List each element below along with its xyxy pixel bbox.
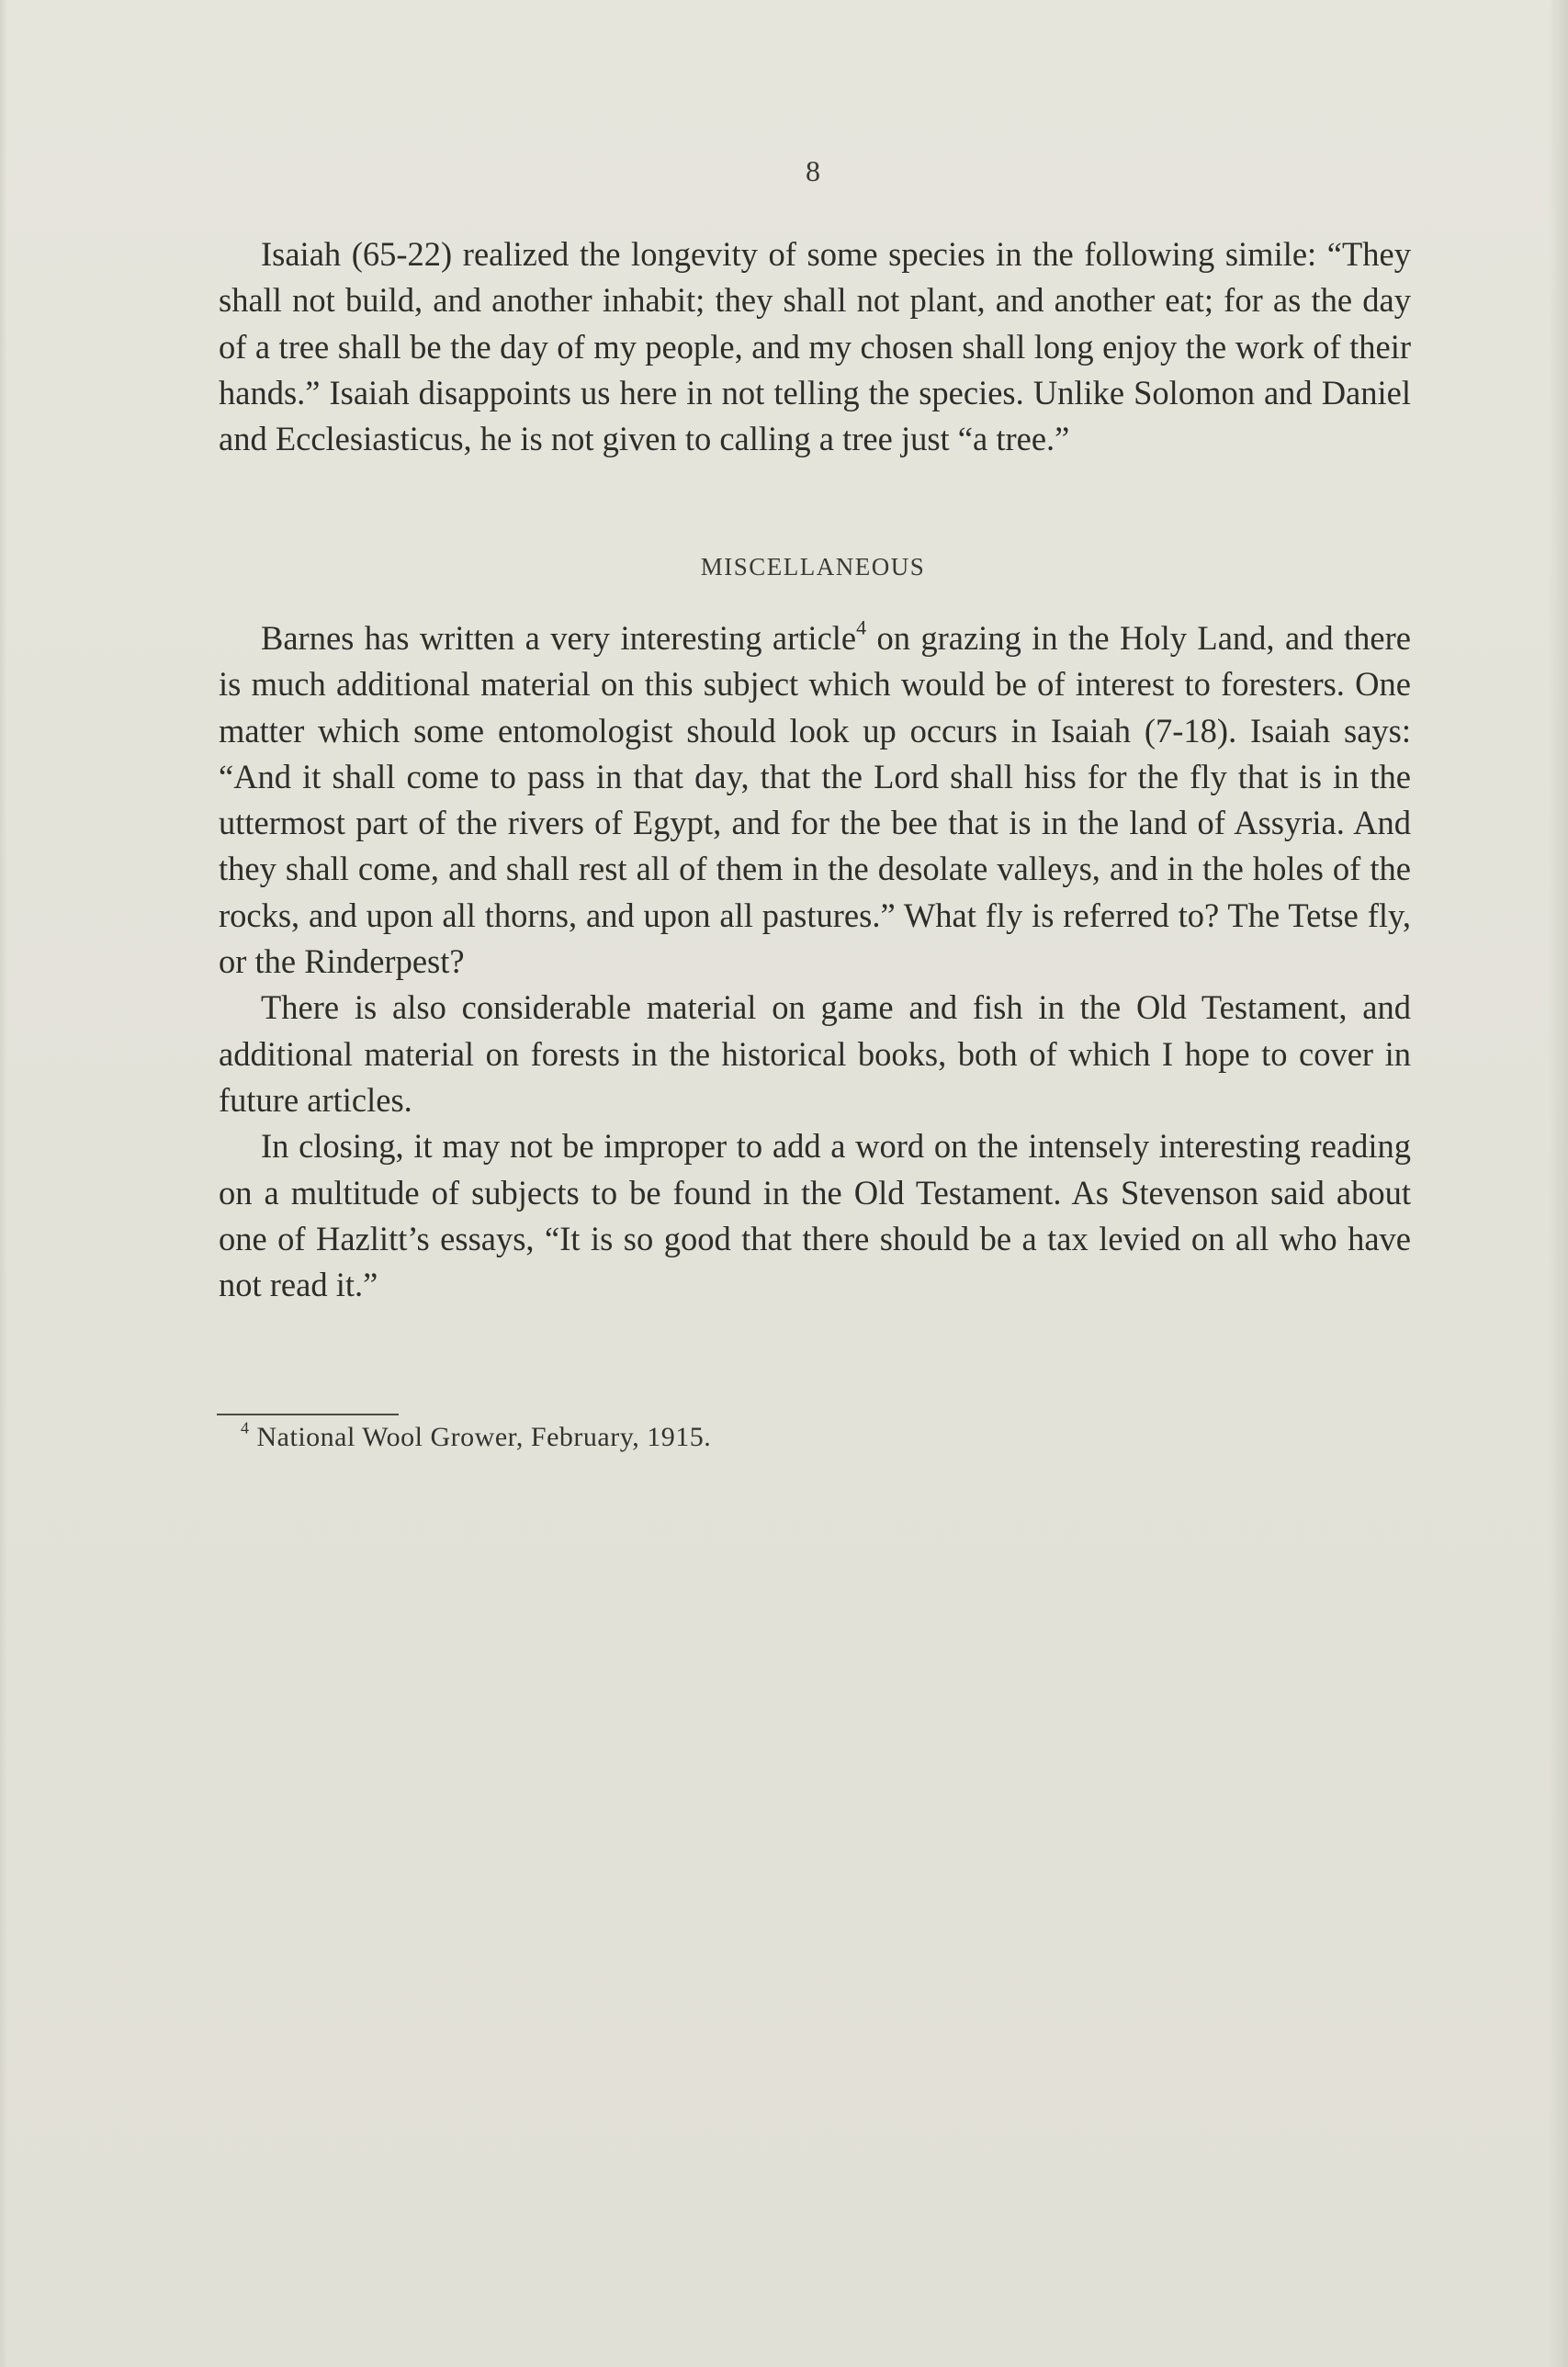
page-number: 8 (806, 154, 820, 187)
paragraph-game-and-fish: There is also considerable material on game and fish in the Old Testament, and additional material on forests in the historical books, both of which I hope to cover in future articles. (219, 988, 1411, 1119)
page-edge-right (1548, 0, 1568, 2367)
footnote-divider (217, 1414, 399, 1415)
footnote-text: National Wool Grower, February, 1915. (249, 1422, 712, 1452)
body-text-miscellaneous (219, 615, 1411, 1308)
paragraph-barnes-grazing (219, 615, 1411, 985)
footnote-reference: 4 (856, 615, 867, 639)
footnote (241, 1418, 712, 1453)
page-edge-left (0, 0, 7, 2367)
footnote-marker: 4 (241, 1418, 250, 1437)
paragraph-barnes-text-rest: on grazing in the Holy Land, and there is much additional material on this subject which would be of interest to foresters. One matter which some entomologist should look up occurs in Isaiah (7-18). Isaiah says: “And it shall come to pass in that day, that the Lord shall hiss for the fly that is in the uttermost part of the rivers of Egypt, and for the bee that is in the land of Assyria. And they shall come, and shall rest all of them in the desolate valleys, and in the holes of the rocks, and upon all thorns, and upon all pastures.” What fly is referred to? The Tetse fly, or the Rinderpest? (219, 619, 1411, 981)
paragraph-isaiah-longevity: Isaiah (65-22) realized the longevity of some species in the following simile: “They shall not build, and another inhabit; they shall not plant, and another eat; for as the day of a tree shall be the day of my people, and my chosen shall long enjoy the work of their hands.” Isaiah disappoints us here in not telling the species. Unlike Solomon and Daniel and Ecclesiasticus, he is not given to calling a tree just “a tree.” (219, 235, 1411, 458)
body-text-top (219, 231, 1411, 462)
paragraph-closing: In closing, it may not be improper to add a word on the intensely interesting reading on a multitude of subjects to be found in the Old Testament. As Stevenson said about one of Hazlitt’s essays, “It is so good that there should be a tax levied on all who have not read it.” (219, 1127, 1411, 1304)
section-heading: MISCELLANEOUS (700, 553, 926, 580)
paragraph-barnes-text-start: Barnes has written a very interesting article (261, 619, 857, 657)
